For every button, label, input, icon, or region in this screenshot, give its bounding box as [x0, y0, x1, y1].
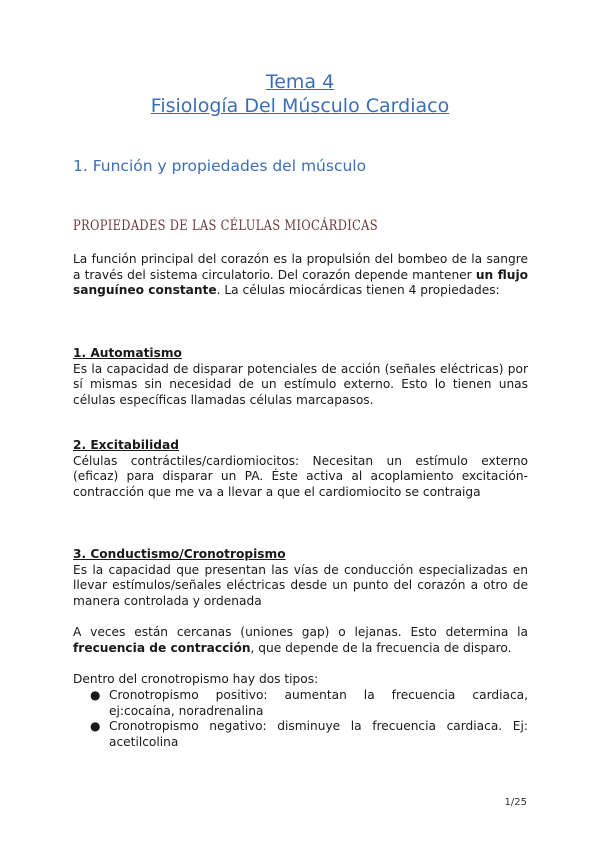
types-intro: Dentro del cronotropismo hay dos tipos: — [73, 672, 319, 686]
intro-bold-text: un flujo sanguíneo constante — [73, 267, 528, 298]
property-body: Es la capacidad que presentan las vías de conducción especializadas en llevar estímulos/señales eléctricas desde un punto del corazón a otro de manera controlada y ordenada — [73, 562, 528, 608]
gap-text-before: A veces están cercanas (uniones gap) o lejanas. Esto determina la — [73, 625, 528, 639]
property-title: 3. Conductismo/Cronotropismo — [73, 547, 286, 561]
list-item — [73, 719, 528, 750]
bullet-icon: ● — [90, 719, 101, 734]
title-line-2: Fisiología Del Músculo Cardiaco — [150, 95, 450, 117]
bullet-icon: ● — [90, 688, 101, 702]
gap-paragraph — [73, 625, 528, 656]
intro-paragraph — [73, 252, 528, 299]
gap-bold-text: frecuencia de contracción — [73, 640, 251, 655]
section-heading: 1. Función y propiedades del músculo — [73, 157, 367, 175]
subheading: PROPIEDADES DE LAS CÉLULAS MIOCÁRDICAS — [73, 216, 378, 234]
property-excitabilidad — [73, 438, 528, 500]
title-line-1: Tema 4 — [265, 71, 335, 93]
document-title — [0, 70, 600, 118]
gap-text-after: , que depende de la frecuencia de disparo. — [250, 640, 512, 655]
property-body: Es la capacidad de disparar potenciales de acción (señales eléctricas) por sí mismas sin necesidad de un estímulo externo. Esto lo tienen unas células específicas llamadas células marcapasos. — [73, 361, 528, 407]
page-number: 1/25 — [504, 797, 527, 808]
property-title: 1. Automatismo — [73, 346, 182, 360]
property-automatismo — [73, 346, 528, 408]
property-title: 2. Excitabilidad — [73, 438, 179, 452]
intro-text-before: La función principal del corazón es la propulsión del bombeo de la sangre a través del sistema circulatorio. Del corazón depende mantener — [73, 252, 528, 282]
property-body: Células contráctiles/cardiomiocitos: Necesitan un estímulo externo (eficaz) para disparar un PA. Éste activa al acoplamiento excitación-contracción que me va a llevar a que el cardiomiocito se contraiga — [73, 453, 528, 499]
list-item-text: Cronotropismo negativo: disminuye la frecuencia cardiaca. Ej: acetilcolina — [109, 719, 528, 749]
chronotropism-list — [73, 688, 528, 750]
list-item — [73, 688, 528, 719]
property-conductismo — [73, 547, 528, 609]
list-item-text: Cronotropismo positivo: aumentan la frecuencia cardiaca, ej:cocaína, noradrenalina — [109, 688, 528, 718]
intro-text-after: . La células miocárdicas tienen 4 propiedades: — [216, 283, 500, 298]
